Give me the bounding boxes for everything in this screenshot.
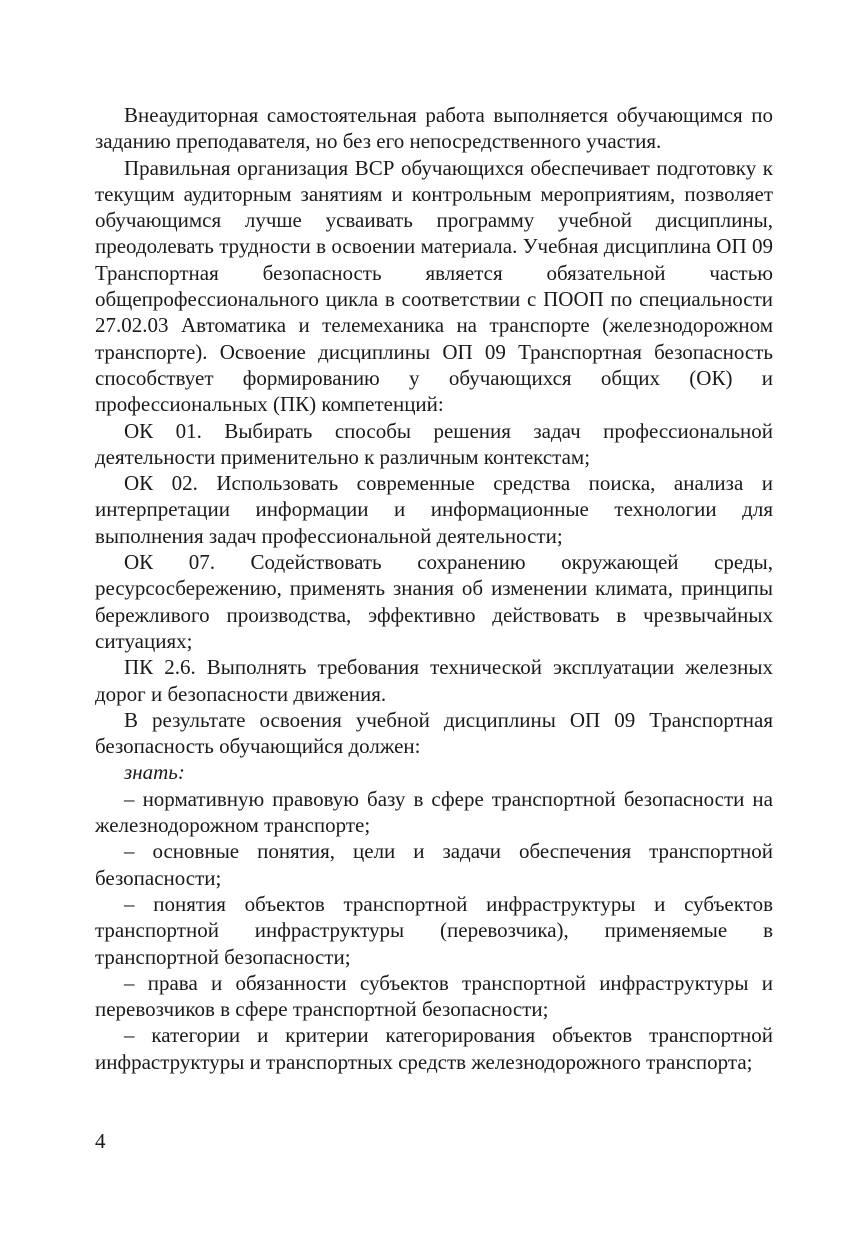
paragraph-intro: Внеаудиторная самостоятельная работа выполняется обучающимся по заданию преподавателя, но без его непосредственного участия. xyxy=(95,103,773,154)
paragraph-pk26: ПК 2.6. Выполнять требования технической эксплуатации железных дорог и безопасности движения. xyxy=(95,655,773,706)
paragraph-ok02: ОК 02. Использовать современные средства поиска, анализа и интерпретации информации и информационные технологии для выполнения задач профессиональной деятельности; xyxy=(95,471,773,548)
list-item: – основные понятия, цели и задачи обеспечения транспортной безопасности; xyxy=(95,839,773,890)
paragraph-know-heading: знать: xyxy=(124,760,185,785)
paragraph-ok01: ОК 01. Выбирать способы решения задач профессиональной деятельности применительно к различным контекстам; xyxy=(95,418,773,469)
paragraph-organization: Правильная организация ВСР обучающихся обеспечивает подготовку к текущим аудиторным занятиям и контрольным мероприятиям, позволяет обучающимся лучше усваивать программу учебной дисциплины, преодолевать трудности в освоении материала. Учебная дисциплина ОП 09 Транспортная безопасность является обязательной частью общепрофессионального цикла в соответствии с ПООП по специальности 27.02.03 Автоматика и телемеханика на транспорте (железнодорожном транспорте). Освоение дисциплины ОП 09 Транспортная безопасность способствует формированию у обучающихся общих (ОК) и профессиональных (ПК) компетенций: xyxy=(95,155,773,417)
list-item: – права и обязанности субъектов транспортной инфраструктуры и перевозчиков в сфере транспортной безопасности; xyxy=(95,970,773,1022)
page-number: 4 xyxy=(95,1129,106,1153)
list-item: – категории и критерии категорирования объектов транспортной инфраструктуры и транспортных средств железнодорожного транспорта; xyxy=(95,1023,773,1074)
paragraph-result: В результате освоения учебной дисциплины ОП 09 Транспортная безопасность обучающийся должен: xyxy=(95,707,773,759)
list-item: – понятия объектов транспортной инфраструктуры и субъектов транспортной инфраструктуры (перевозчика), применяемые в транспортной безопасности; xyxy=(95,891,773,969)
list-item: – нормативную правовую базу в сфере транспортной безопасности на железнодорожном транспорте; xyxy=(95,786,773,838)
page-body xyxy=(95,102,773,1075)
paragraph-ok07: ОК 07. Содействовать сохранению окружающей среды, ресурсосбережению, применять знания об изменении климата, принципы бережливого производства, эффективно действовать в чрезвычайных ситуациях; xyxy=(95,550,773,653)
